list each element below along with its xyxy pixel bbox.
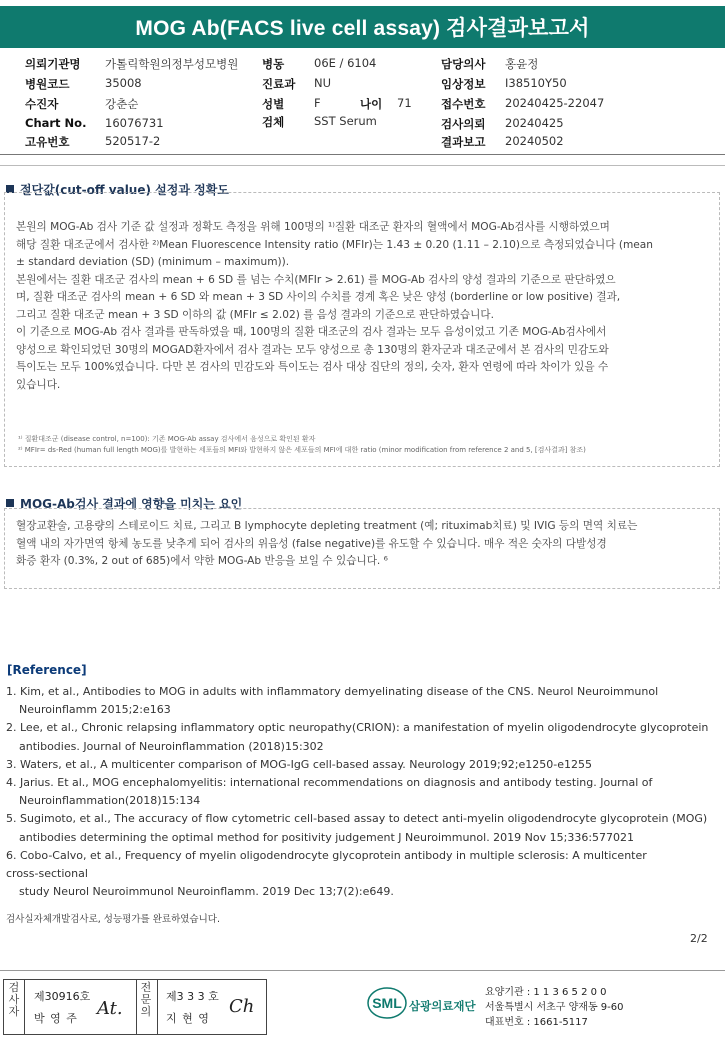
tester-name: 박 영 주 (34, 1012, 78, 1025)
reference-line: study Neurol Neuroimmunol Neuroinflamm. 2019 Dec 13;7(2):e649. (19, 885, 394, 899)
bullet-square-icon (6, 499, 14, 507)
doctor-value: 홍윤정 (505, 57, 539, 71)
text-line: 이 기준으로 MOG-Ab 검사 결과를 판독하였을 때, 100명의 질환 대조군의 검사 결과는 모두 음성이었고 기존 MOG-Ab검사에서 (16, 326, 607, 338)
factors-title-text: MOG-Ab검사 결과에 영향을 미치는 요인 (20, 497, 243, 511)
lab-name: 삼광의료재단 (409, 999, 476, 1013)
reference-title: [Reference] (7, 663, 87, 677)
sml-logo-text: SML (372, 995, 402, 1011)
uid-label: 고유번호 (25, 135, 70, 149)
cutoff-footnotes (18, 434, 718, 456)
reference-line: Neuroinflammation(2018)15:134 (19, 794, 201, 808)
reference-item (6, 847, 721, 902)
signature-divider (24, 980, 25, 1034)
reference-item (6, 719, 721, 755)
reference-line: antibodies determining the optimal method for positivity judgement J Neuroimmunol. 2019 Nov 15;336:577021 (19, 830, 635, 844)
page-number: 2/2 (690, 932, 708, 945)
request-value: 20240425 (505, 116, 564, 130)
reference-line: 2. Lee, et al., Chronic relapsing inflammatory optic neuropathy(CRION): a manifestation of myelin oligodendrocyte glycoprotein (6, 721, 709, 735)
reference-line: 5. Sugimoto, et al., The accuracy of flow cytometric cell-based assay to detect anti-myelin oligodendrocyte glycoprotein (MOG) (6, 812, 708, 826)
ward-value: 06E / 6104 (314, 56, 377, 70)
text-line: 며, 질환 대조군 검사의 mean + 6 SD 와 mean + 3 SD 사이의 수치를 경계 혹은 낮은 양성 (borderline or low positive) 결과, (16, 291, 621, 303)
report-date-value: 20240502 (505, 134, 564, 148)
patient-label: 수진자 (25, 97, 59, 111)
report-date-label: 결과보고 (441, 135, 486, 149)
signature-divider (157, 980, 158, 1034)
patient-value: 강춘순 (105, 97, 139, 111)
text-line: 있습니다. (16, 378, 61, 391)
lab-agency: 요양기관 : 1 1 3 6 5 2 0 0 (485, 987, 607, 998)
reviewer-label (140, 982, 152, 1018)
sml-logo-icon (367, 986, 407, 1020)
text-line: 혈장교환술, 고용량의 스테로이드 치료, 그리고 B lymphocyte depleting treatment (예; rituximab치료) 및 IVIG 등의 면역 치료는 (16, 520, 638, 532)
dept-label: 진료과 (262, 77, 296, 91)
reference-item (6, 683, 721, 719)
report-title: MOG Ab(FACS live cell assay) 검사결과보고서 (0, 6, 725, 48)
reference-item (6, 774, 721, 810)
factors-paragraph (16, 518, 714, 571)
reviewer-name: 지 현 영 (166, 1012, 210, 1025)
reference-line: 6. Cobo-Calvo, et al., Frequency of myelin oligodendrocyte glycoprotein antibody in multiple sclerosis: A multicenter (6, 848, 647, 862)
lab-address: 서울특별시 서초구 양재동 9-60 (485, 1002, 624, 1013)
reference-line: 1. Kim, et al., Antibodies to MOG in adults with inflammatory demyelinating disease of the CNS. Neurol Neuroimmunol (6, 685, 659, 698)
reviewer-id: 제3 3 3 호 (166, 990, 219, 1003)
hospcode-value: 35008 (105, 76, 142, 90)
request-label: 검사의뢰 (441, 117, 486, 131)
validation-note: 검사실자체개발검사로, 성능평가를 완료하였습니다. (6, 914, 220, 925)
reference-list (6, 683, 721, 901)
cutoff-paragraph (16, 219, 714, 394)
chart-label: Chart No. (25, 116, 87, 130)
specimen-label: 검체 (262, 115, 285, 129)
specimen-value: SST Serum (314, 114, 377, 128)
text-line: 그리고 질환 대조군 mean + 3 SD 이하의 값 (MFIr ≤ 2.02) 를 음성 결과의 기준으로 판단하였습니다. (16, 308, 495, 321)
header-divider (0, 154, 725, 155)
chart-value: 16076731 (105, 116, 164, 130)
reference-line: cross-sectional (6, 867, 88, 881)
ward-label: 병동 (262, 57, 285, 71)
clinical-value: I38510Y50 (505, 76, 567, 90)
receipt-label: 접수번호 (441, 97, 486, 111)
text-line: 혈액 내의 자가면역 항체 농도를 낮추게 되어 검사의 위음성 (false negative)를 유도할 수 있습니다. 매우 적은 숫자의 다발성경 (16, 537, 607, 550)
footnote-2: ²⁾ MFIr= ds-Red (human full length MOG)를 발현하는 세포들의 MFI와 발현하지 않은 세포들의 MFI에 대한 ratio (minor modification from reference 2 and 5, [검사결과] 참조) (18, 446, 586, 454)
reference-line: 4. Jarius. Et al., MOG encephalomyelitis: international recommendations on diagnosis and antibody testing. Journal of (6, 776, 653, 790)
header-divider-2 (0, 165, 725, 166)
reference-item (6, 756, 721, 774)
text-line: 해당 질환 대조군에서 검사한 ²⁾Mean Fluorescence Intensity ratio (MFIr)는 1.43 ± 0.20 (1.11 – 2.10)으로 측정되었습니다 (mean (16, 238, 653, 251)
dept-value: NU (314, 76, 332, 90)
footer-divider (0, 970, 725, 971)
sex-label: 성별 (262, 97, 285, 111)
text-line: ± standard deviation (SD) (minimum – maximum)). (16, 256, 290, 268)
cutoff-title-text: 절단값(cut-off value) 설정과 정확도 (20, 183, 229, 197)
clinical-label: 임상정보 (441, 77, 486, 91)
receipt-value: 20240425-22047 (505, 96, 605, 110)
reference-line: antibodies. Journal of Neuroinflammation (2018)15:302 (19, 739, 324, 753)
sex-value: F (314, 96, 321, 110)
footnote-1: ¹⁾ 질환대조군 (disease control, n=100): 기존 MOG-Ab assay 검사에서 음성으로 확인된 환자 (18, 435, 316, 443)
age-label: 나이 (360, 97, 383, 111)
signature-box (3, 979, 267, 1035)
institution-label: 의뢰기관명 (25, 57, 81, 71)
age-value: 71 (397, 96, 412, 110)
text-line: 특이도는 모두 100%였습니다. 다만 본 검사의 민감도와 특이도는 검사 대상 집단의 정의, 숫자, 환자 연령에 따라 차이가 있을 수 (16, 361, 609, 373)
text-line: 본원에서는 질환 대조군 검사의 mean + 6 SD 를 넘는 수치(MFIr > 2.61) 를 MOG-Ab 검사의 양성 결과의 기준으로 판단하였으 (16, 273, 616, 286)
reviewer-label-text: 전문의 (140, 981, 152, 1018)
lab-info (485, 985, 624, 1030)
tester-signature: At. (97, 998, 123, 1019)
institution-value: 가톨릭학원의정부성모병원 (105, 57, 239, 71)
reference-line: Neuroinflamm 2015;2:e163 (19, 703, 171, 717)
text-line: 본원의 MOG-Ab 검사 기준 값 설정과 정확도 측정을 위해 100명의 ¹⁾질환 대조군 환자의 혈액에서 MOG-Ab검사를 시행하였으며 (16, 221, 610, 233)
reference-item (6, 810, 721, 846)
uid-value: 520517-2 (105, 134, 161, 148)
hospcode-label: 병원코드 (25, 77, 70, 91)
header-info (0, 52, 725, 152)
tester-label-text: 검사자 (8, 981, 20, 1018)
lab-phone: 대표번호 : 1661-5117 (485, 1017, 588, 1028)
signature-divider (136, 980, 137, 1034)
text-line: 양성으로 확인되었던 30명의 MOGAD환자에서 검사 결과는 모두 양성으로 총 130명의 환자군과 대조군에서 본 검사의 민감도와 (16, 343, 609, 356)
text-line: 화증 환자 (0.3%, 2 out of 685)에서 약한 MOG-Ab 반응을 보일 수 있습니다. ⁶ (16, 555, 388, 567)
reviewer-signature: Ch (229, 996, 255, 1017)
reference-line: 3. Waters, et al., A multicenter comparison of MOG-IgG cell-based assay. Neurology 2019;92;e1250-e1255 (6, 757, 592, 771)
tester-id: 제30916호 (34, 990, 91, 1003)
tester-label (8, 982, 20, 1018)
doctor-label: 담당의사 (441, 57, 486, 71)
